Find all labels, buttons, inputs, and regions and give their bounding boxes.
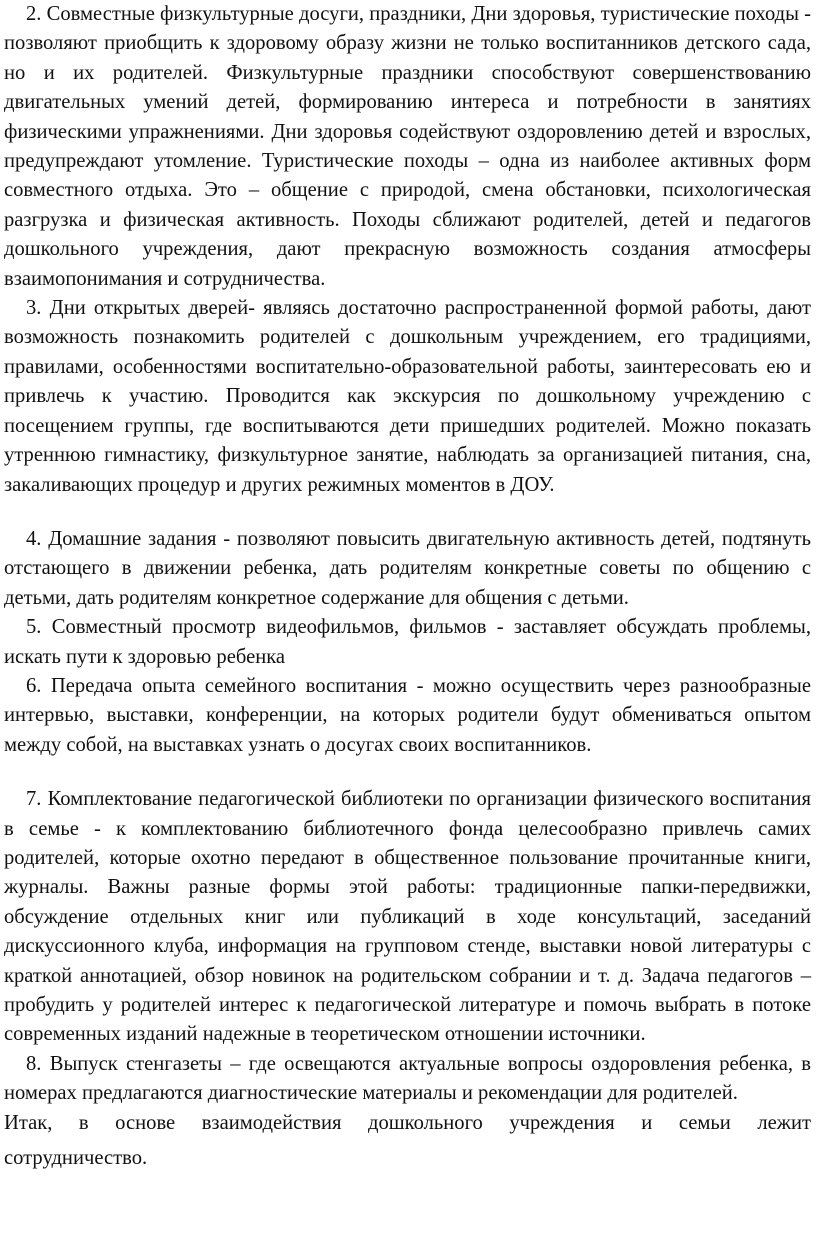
paragraph-7-library: 7. Комплектование педагогической библиотеки по организации физического воспитания в семье - к комплектованию библиотечного фонда целесообразно привлечь самих родителей, которые охотно передают в общественное пользование прочитанные книги, журналы. Важны разные формы этой работы: традиционные папки-передвижки, обсуждение отдельных книг или публикаций в ходе консультаций, заседаний дискуссионного клуба, информация на групповом стенде, выставки новой литературы с краткой аннотацией, обзор новинок на родительском собрании и т. д. Задача педагогов – пробудить у родителей интерес к педагогической литературе и помочь выбрать в потоке современных изданий надежные в теоретическом отношении источники. (4, 788, 811, 1046)
paragraph-8-wall-newspaper: 8. Выпуск стенгазеты – где освещаются актуальные вопросы оздоровления ребенка, в номерах предлагаются диагностические материалы и рекомендации для родителей. (4, 1052, 811, 1105)
paragraph-2-joint-events: 2. Совместные физкультурные досуги, праздники, Дни здоровья, туристические походы - позволяют приобщить к здоровому образу жизни не только воспитанников детского сада, но и их родителей. Физкультурные праздники способствуют совершенствованию двигательных умений детей, формированию интереса и потребности в занятиях физическими упражнениями. Дни здоровья содействуют оздоровлению детей и взрослых, предупреждают утомление. Туристические походы – одна из наиболее активных форм совместного отдыха. Это – общение с природой, смена обстановки, психологическая разгрузка и физическая активность. Походы сближают родителей, детей и педагогов дошкольного учреждения, дают прекрасную возможность создания атмосферы взаимопонимания и сотрудничества. (4, 3, 811, 290)
conclusion-line: Итак, в основе взаимодействия дошкольного учреждения и семьи лежит (4, 1111, 811, 1134)
paragraph-5-video-viewing: 5. Совместный просмотр видеофильмов, фильмов - заставляет обсуждать проблемы, искать пути к здоровью ребенка (4, 616, 811, 668)
paragraph-3-open-days: 3. Дни открытых дверей- являясь достаточно распространенной формой работы, дают возможность познакомить родителей с дошкольным учреждением, его традициями, правилами, особенностями воспитательно-образовательной работы, заинтересовать ею и привлечь к участию. Проводится как экскурсия по дошкольному учреждению с посещением группы, где воспитываются дети пришедших родителей. Можно показать утреннюю гимнастику, физкультурное занятие, наблюдать за организацией питания, сна, закаливающих процедур и других режимных моментов в ДОУ. (4, 297, 811, 496)
paragraph-6-family-experience: 6. Передача опыта семейного воспитания - можно осуществить через разнообразные интервью, выставки, конференции, на которых родители будут обмениваться опытом между собой, на выставках узнать о досугах своих воспитанников. (4, 674, 811, 756)
conclusion-word: сотрудничество. (4, 1147, 148, 1170)
paragraph-4-home-tasks: 4. Домашние задания - позволяют повысить двигательную активность детей, подтянуть отстающего в движении ребенка, дать родителям конкретные советы по общению с детьми, дать родителям конкретное содержание для общения с детьми. (4, 527, 811, 609)
